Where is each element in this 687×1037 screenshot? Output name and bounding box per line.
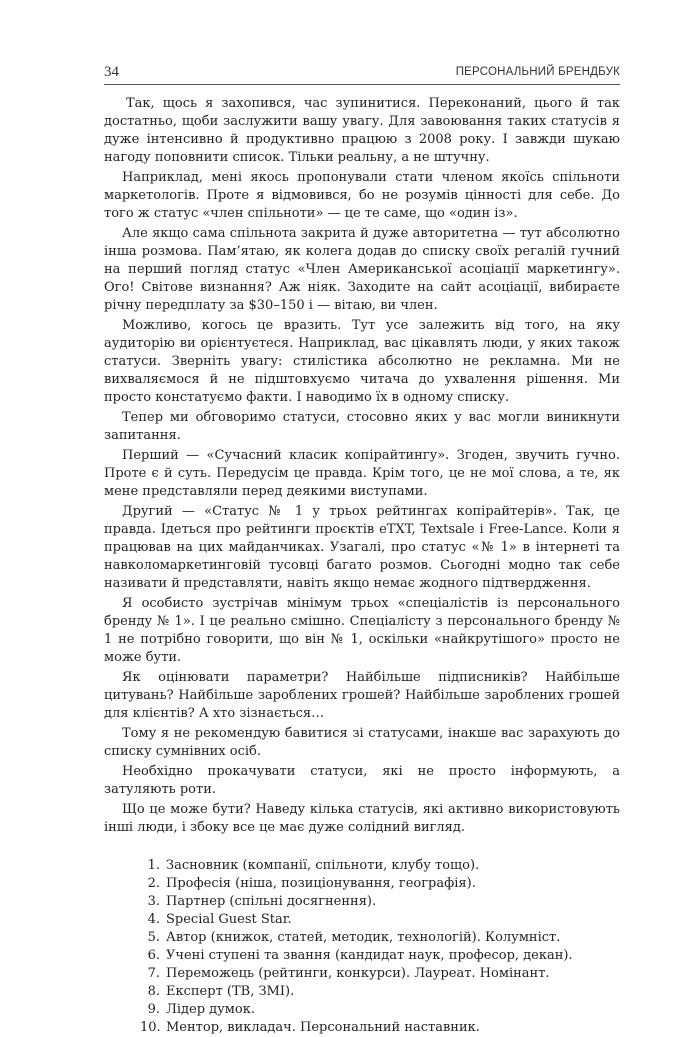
body-text xyxy=(104,95,620,1037)
list-item-text: Експерт (ТВ, ЗМІ). xyxy=(166,984,295,999)
list-item-text: Професія (ніша, позиціонування, географія). xyxy=(166,876,476,891)
list-item xyxy=(104,929,620,947)
list-item xyxy=(104,1001,620,1019)
paragraph: Наприклад, мені якось пропонували стати членом якоїсь спільноти маркетологів. Проте я відмовився, бо не розумів цінності для себе. До того ж статус «член спільноти» — це те саме, що «один із». xyxy=(104,170,620,221)
list-item-number: 8. xyxy=(147,984,160,999)
list-item-number: 6. xyxy=(147,948,160,963)
paragraph: Можливо, когось це вразить. Тут усе залежить від того, на яку аудиторію ви орієнтуєтеся. Наприклад, вас цікавлять люди, у яких також статуси. Зверніть увагу: стилістика абсолютно не рекламна. Ми не вихваляємося й не підштовхуємо читача до ухвалення рішення. Ми просто констатуємо факти. І наводимо їх в одному списку. xyxy=(104,318,620,405)
list-item-text: Ментор, викладач. Персональний наставник. xyxy=(166,1020,480,1035)
paragraph: Перший — «Сучасний класик копірайтингу». Згоден, звучить гучно. Проте є й суть. Передусім це правда. Крім того, це не мої слова, а те, як мене представляли перед деякими виступами. xyxy=(104,448,620,499)
running-title: ПЕРСОНАЛЬНИЙ БРЕНДБУК xyxy=(455,66,620,78)
paragraph: Що це може бути? Наведу кілька статусів, які активно використовують інші люди, і збоку все це має дуже солідний вигляд. xyxy=(104,802,620,835)
list-item-text: Засновник (компанії, спільноти, клубу тощо). xyxy=(166,858,480,873)
list-item-number: 4. xyxy=(147,912,160,927)
list-item-number: 3. xyxy=(147,894,160,909)
list-item-number: 5. xyxy=(147,930,160,945)
paragraph: Другий — «Статус № 1 у трьох рейтингах копірайтерів». Так, це правда. Ідеться про рейтинги проєктів eTXT, Textsale і Free-Lance. Коли я працював на цих майданчиках. Узагалі, про статус «№ 1» в інтернеті та навколомаркетинговій тусовці багато розмов. Сьогодні модно так себе називати й представляти, навіть якщо немає жодного підтвердження. xyxy=(104,504,620,591)
paragraph: Необхідно прокачувати статуси, які не просто інформують, а затуляють роти. xyxy=(104,764,620,797)
paragraph: Але якщо сама спільнота закрита й дуже авторитетна — тут абсолютно інша розмова. Пам’ятаю, як колега додав до списку своїх регалій гучний на перший погляд статус «Член Американської асоціації маркетингу». Ого! Світове визнання? Аж ніяк. Заходите на сайт асоціації, вибираєте річну передплату за $30–150 і — вітаю, ви член. xyxy=(104,226,620,313)
list-item-text: Special Guest Star. xyxy=(166,912,292,927)
list-item-number: 2. xyxy=(147,876,160,891)
list-item xyxy=(104,1019,620,1037)
page-number: 34 xyxy=(104,64,119,80)
list-item xyxy=(104,983,620,1001)
paragraph: Я особисто зустрічав мінімум трьох «спеціалістів із персонального бренду № 1». І це реально смішно. Спеціалісту з персонального бренду № 1 не потрібно говорити, що він № 1, оскільки «найкрутішого» просто не може бути. xyxy=(104,596,620,665)
list-item-number: 1. xyxy=(147,858,160,873)
list-item-number: 9. xyxy=(147,1002,160,1017)
paragraph: Так, щось я захопився, час зупинитися. Переконаний, цього й так достатньо, щоби заслужити вашу увагу. Для завоювання таких статусів я дуже інтенсивно й продуктивно працюю з 2008 року. І завжди шукаю нагоду поповнити список. Тільки реальну, а не штучну. xyxy=(104,96,620,165)
paragraph: Тому я не рекомендую бавитися зі статусами, інакше вас зарахують до списку сумнівних осіб. xyxy=(104,726,620,759)
list-item xyxy=(104,893,620,911)
list-item-number: 7. xyxy=(147,966,160,981)
status-list xyxy=(104,857,620,1037)
list-item xyxy=(104,857,620,875)
list-item-text: Учені ступені та звання (кандидат наук, професор, декан). xyxy=(166,948,573,963)
list-item-text: Переможець (рейтинги, конкурси). Лауреат. Номінант. xyxy=(166,966,550,981)
list-item xyxy=(104,875,620,893)
list-item xyxy=(104,965,620,983)
list-item xyxy=(104,947,620,965)
page-header xyxy=(104,60,620,85)
list-item-text: Автор (книжок, статей, методик, технологій). Колумніст. xyxy=(166,930,561,945)
paragraph: Як оцінювати параметри? Найбільше підписників? Найбільше цитувань? Найбільше зароблених грошей? Найбільше зароблених грошей для клієнтів? А хто зізнається… xyxy=(104,670,620,721)
list-item-text: Лідер думок. xyxy=(166,1002,256,1017)
paragraph: Тепер ми обговоримо статуси, стосовно яких у вас могли виникнути запитання. xyxy=(104,410,620,443)
list-item-text: Партнер (спільні досягнення). xyxy=(166,894,377,909)
list-item xyxy=(104,911,620,929)
list-item-number: 10. xyxy=(140,1020,161,1035)
